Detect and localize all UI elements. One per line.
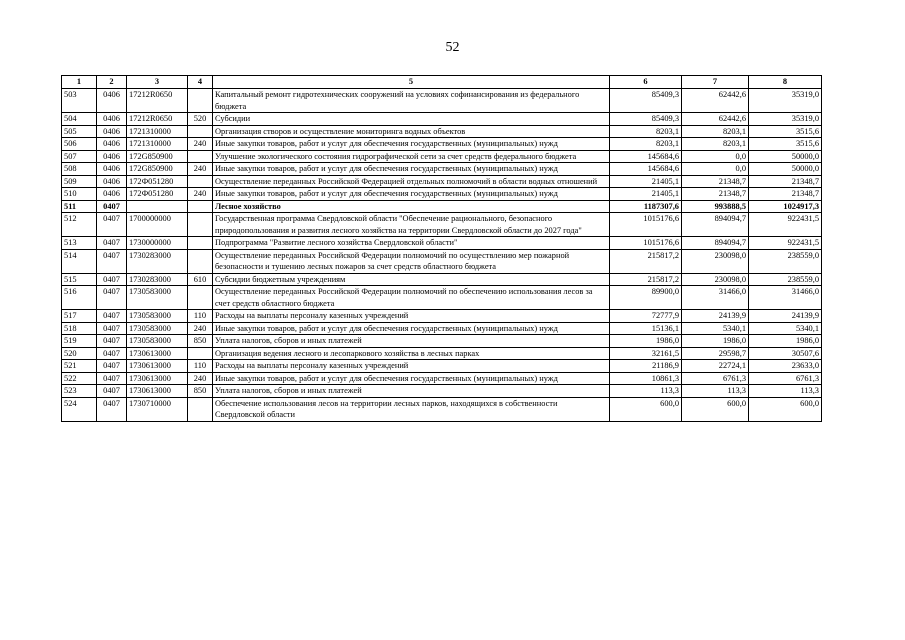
row-number: 523 xyxy=(62,385,97,398)
item-name: Расходы на выплаты персоналу казенных учреждений xyxy=(213,360,610,373)
item-name: Субсидии бюджетным учреждениям xyxy=(213,273,610,286)
amount-year-1: 85409,3 xyxy=(610,113,682,126)
target-article-code: 17212R0650 xyxy=(127,89,188,113)
expense-type-code: 240 xyxy=(188,138,213,151)
item-name: Капитальный ремонт гидротехнических сооружений на условиях софинансирования из федерального бюджета xyxy=(213,89,610,113)
table-row xyxy=(62,385,822,398)
row-number: 514 xyxy=(62,249,97,273)
row-number: 504 xyxy=(62,113,97,126)
col-header-2: 2 xyxy=(97,76,127,89)
amount-year-1: 8203,1 xyxy=(610,125,682,138)
expense-type-code xyxy=(188,213,213,237)
amount-year-2: 31466,0 xyxy=(682,286,749,310)
section-code: 0407 xyxy=(97,372,127,385)
expense-type-code xyxy=(188,175,213,188)
section-code: 0407 xyxy=(97,397,127,421)
amount-year-2: 600,0 xyxy=(682,397,749,421)
section-code: 0407 xyxy=(97,347,127,360)
amount-year-3: 922431,5 xyxy=(749,237,822,250)
row-number: 519 xyxy=(62,335,97,348)
section-code: 0407 xyxy=(97,286,127,310)
amount-year-3: 238559,0 xyxy=(749,273,822,286)
section-code: 0406 xyxy=(97,89,127,113)
row-number: 524 xyxy=(62,397,97,421)
expense-type-code: 110 xyxy=(188,360,213,373)
expense-type-code xyxy=(188,150,213,163)
amount-year-2: 230098,0 xyxy=(682,249,749,273)
target-article-code: 172Ф051280 xyxy=(127,188,188,201)
target-article-code: 1721310000 xyxy=(127,125,188,138)
col-header-5: 5 xyxy=(213,76,610,89)
expense-type-code: 240 xyxy=(188,322,213,335)
amount-year-1: 8203,1 xyxy=(610,138,682,151)
row-number: 505 xyxy=(62,125,97,138)
table-row xyxy=(62,322,822,335)
table-row xyxy=(62,237,822,250)
row-number: 515 xyxy=(62,273,97,286)
expense-type-code: 610 xyxy=(188,273,213,286)
target-article-code: 1730583000 xyxy=(127,286,188,310)
amount-year-3: 3515,6 xyxy=(749,138,822,151)
target-article-code: 1700000000 xyxy=(127,213,188,237)
amount-year-2: 0,0 xyxy=(682,150,749,163)
item-name: Иные закупки товаров, работ и услуг для обеспечения государственных (муниципальных) нужд xyxy=(213,188,610,201)
amount-year-1: 15136,1 xyxy=(610,322,682,335)
table-row xyxy=(62,347,822,360)
amount-year-1: 85409,3 xyxy=(610,89,682,113)
amount-year-3: 6761,3 xyxy=(749,372,822,385)
amount-year-1: 10861,3 xyxy=(610,372,682,385)
amount-year-3: 1024917,3 xyxy=(749,200,822,213)
target-article-code: 1730000000 xyxy=(127,237,188,250)
expense-type-code: 520 xyxy=(188,113,213,126)
table-row xyxy=(62,273,822,286)
budget-table xyxy=(61,75,822,422)
amount-year-1: 145684,6 xyxy=(610,150,682,163)
row-number: 522 xyxy=(62,372,97,385)
amount-year-2: 6761,3 xyxy=(682,372,749,385)
amount-year-3: 1986,0 xyxy=(749,335,822,348)
amount-year-1: 215817,2 xyxy=(610,249,682,273)
row-number: 503 xyxy=(62,89,97,113)
item-name: Уплата налогов, сборов и иных платежей xyxy=(213,385,610,398)
amount-year-3: 31466,0 xyxy=(749,286,822,310)
amount-year-3: 21348,7 xyxy=(749,175,822,188)
amount-year-2: 894094,7 xyxy=(682,237,749,250)
section-code: 0406 xyxy=(97,125,127,138)
amount-year-3: 50000,0 xyxy=(749,150,822,163)
amount-year-1: 113,3 xyxy=(610,385,682,398)
table-row xyxy=(62,113,822,126)
amount-year-2: 894094,7 xyxy=(682,213,749,237)
table-row xyxy=(62,286,822,310)
col-header-3: 3 xyxy=(127,76,188,89)
expense-type-code xyxy=(188,397,213,421)
expense-type-code xyxy=(188,89,213,113)
expense-type-code xyxy=(188,237,213,250)
section-code: 0407 xyxy=(97,273,127,286)
expense-type-code: 240 xyxy=(188,188,213,201)
section-code: 0406 xyxy=(97,163,127,176)
amount-year-2: 21348,7 xyxy=(682,188,749,201)
section-code: 0406 xyxy=(97,113,127,126)
col-header-7: 7 xyxy=(682,76,749,89)
amount-year-3: 3515,6 xyxy=(749,125,822,138)
expense-type-code xyxy=(188,200,213,213)
amount-year-1: 145684,6 xyxy=(610,163,682,176)
section-code: 0407 xyxy=(97,200,127,213)
section-code: 0406 xyxy=(97,138,127,151)
item-name: Улучшение экологического состояния гидрографической сети за счет средств федерального бюджета xyxy=(213,150,610,163)
section-code: 0406 xyxy=(97,188,127,201)
table-row xyxy=(62,310,822,323)
col-header-1: 1 xyxy=(62,76,97,89)
target-article-code: 1730583000 xyxy=(127,335,188,348)
table-row xyxy=(62,397,822,421)
expense-type-code: 240 xyxy=(188,372,213,385)
item-name: Осуществление переданных Российской Федерацией отдельных полномочий в области водных отношений xyxy=(213,175,610,188)
target-article-code: 1730613000 xyxy=(127,360,188,373)
section-code: 0407 xyxy=(97,385,127,398)
table-row xyxy=(62,125,822,138)
amount-year-2: 113,3 xyxy=(682,385,749,398)
target-article-code: 17212R0650 xyxy=(127,113,188,126)
col-header-4: 4 xyxy=(188,76,213,89)
amount-year-1: 1187307,6 xyxy=(610,200,682,213)
table-row xyxy=(62,200,822,213)
section-code: 0406 xyxy=(97,175,127,188)
target-article-code: 172G850900 xyxy=(127,150,188,163)
expense-type-code xyxy=(188,249,213,273)
row-number: 509 xyxy=(62,175,97,188)
table-row xyxy=(62,188,822,201)
expense-type-code: 850 xyxy=(188,335,213,348)
target-article-code: 1730613000 xyxy=(127,347,188,360)
row-number: 518 xyxy=(62,322,97,335)
amount-year-1: 21186,9 xyxy=(610,360,682,373)
amount-year-3: 23633,0 xyxy=(749,360,822,373)
amount-year-1: 32161,5 xyxy=(610,347,682,360)
amount-year-2: 8203,1 xyxy=(682,138,749,151)
item-name: Подпрограмма "Развитие лесного хозяйства Свердловской области" xyxy=(213,237,610,250)
target-article-code: 1730283000 xyxy=(127,249,188,273)
section-code: 0407 xyxy=(97,249,127,273)
section-code: 0407 xyxy=(97,213,127,237)
row-number: 507 xyxy=(62,150,97,163)
amount-year-1: 72777,9 xyxy=(610,310,682,323)
expense-type-code xyxy=(188,286,213,310)
col-header-8: 8 xyxy=(749,76,822,89)
amount-year-2: 0,0 xyxy=(682,163,749,176)
amount-year-2: 62442,6 xyxy=(682,113,749,126)
amount-year-1: 600,0 xyxy=(610,397,682,421)
target-article-code: 1730613000 xyxy=(127,372,188,385)
table-row xyxy=(62,175,822,188)
amount-year-1: 1015176,6 xyxy=(610,213,682,237)
row-number: 521 xyxy=(62,360,97,373)
item-name: Обеспечение использования лесов на территории лесных парков, находящихся в собственности Свердловской области xyxy=(213,397,610,421)
row-number: 508 xyxy=(62,163,97,176)
item-name: Иные закупки товаров, работ и услуг для обеспечения государственных (муниципальных) нужд xyxy=(213,322,610,335)
target-article-code: 1721310000 xyxy=(127,138,188,151)
expense-type-code xyxy=(188,347,213,360)
item-name: Лесное хозяйство xyxy=(213,200,610,213)
table-row xyxy=(62,360,822,373)
table-row xyxy=(62,372,822,385)
row-number: 513 xyxy=(62,237,97,250)
amount-year-1: 215817,2 xyxy=(610,273,682,286)
row-number: 517 xyxy=(62,310,97,323)
amount-year-3: 30507,6 xyxy=(749,347,822,360)
table-row xyxy=(62,163,822,176)
amount-year-3: 922431,5 xyxy=(749,213,822,237)
amount-year-2: 29598,7 xyxy=(682,347,749,360)
table-row xyxy=(62,335,822,348)
amount-year-3: 238559,0 xyxy=(749,249,822,273)
section-code: 0407 xyxy=(97,310,127,323)
item-name: Иные закупки товаров, работ и услуг для обеспечения государственных (муниципальных) нужд xyxy=(213,138,610,151)
amount-year-1: 89900,0 xyxy=(610,286,682,310)
amount-year-1: 21405,1 xyxy=(610,175,682,188)
item-name: Осуществление переданных Российской Федерации полномочий по осуществлению мер пожарной безопасности и тушению лесных пожаров за счет средств областного бюджета xyxy=(213,249,610,273)
target-article-code: 1730283000 xyxy=(127,273,188,286)
row-number: 506 xyxy=(62,138,97,151)
amount-year-2: 993888,5 xyxy=(682,200,749,213)
table-row xyxy=(62,150,822,163)
amount-year-2: 230098,0 xyxy=(682,273,749,286)
amount-year-3: 35319,0 xyxy=(749,89,822,113)
item-name: Осуществление переданных Российской Федерации полномочий по обеспечению использования лесов за счет средств областного бюджета xyxy=(213,286,610,310)
amount-year-1: 1986,0 xyxy=(610,335,682,348)
section-code: 0407 xyxy=(97,335,127,348)
section-code: 0407 xyxy=(97,237,127,250)
row-number: 511 xyxy=(62,200,97,213)
target-article-code: 1730583000 xyxy=(127,322,188,335)
amount-year-3: 5340,1 xyxy=(749,322,822,335)
item-name: Расходы на выплаты персоналу казенных учреждений xyxy=(213,310,610,323)
amount-year-2: 24139,9 xyxy=(682,310,749,323)
item-name: Организация ведения лесного и лесопаркового хозяйства в лесных парках xyxy=(213,347,610,360)
amount-year-3: 600,0 xyxy=(749,397,822,421)
amount-year-3: 35319,0 xyxy=(749,113,822,126)
amount-year-2: 22724,1 xyxy=(682,360,749,373)
expense-type-code: 240 xyxy=(188,163,213,176)
table-header-row xyxy=(62,76,822,89)
target-article-code: 172Ф051280 xyxy=(127,175,188,188)
expense-type-code xyxy=(188,125,213,138)
amount-year-3: 21348,7 xyxy=(749,188,822,201)
section-code: 0407 xyxy=(97,360,127,373)
amount-year-3: 24139,9 xyxy=(749,310,822,323)
expense-type-code: 850 xyxy=(188,385,213,398)
target-article-code xyxy=(127,200,188,213)
target-article-code: 1730613000 xyxy=(127,385,188,398)
amount-year-2: 1986,0 xyxy=(682,335,749,348)
row-number: 520 xyxy=(62,347,97,360)
amount-year-3: 113,3 xyxy=(749,385,822,398)
item-name: Организация створов и осуществление мониторинга водных объектов xyxy=(213,125,610,138)
item-name: Субсидии xyxy=(213,113,610,126)
table-row xyxy=(62,249,822,273)
row-number: 512 xyxy=(62,213,97,237)
target-article-code: 1730710000 xyxy=(127,397,188,421)
amount-year-2: 21348,7 xyxy=(682,175,749,188)
amount-year-1: 21405,1 xyxy=(610,188,682,201)
table-row xyxy=(62,138,822,151)
amount-year-2: 62442,6 xyxy=(682,89,749,113)
item-name: Государственная программа Свердловской области "Обеспечение рационального, безопасного природопользования и развития лесного хозяйства на территории Свердловской области до 2027 года" xyxy=(213,213,610,237)
expense-type-code: 110 xyxy=(188,310,213,323)
item-name: Иные закупки товаров, работ и услуг для обеспечения государственных (муниципальных) нужд xyxy=(213,163,610,176)
table-row xyxy=(62,89,822,113)
target-article-code: 1730583000 xyxy=(127,310,188,323)
page-number: 52 xyxy=(445,40,460,55)
table-row xyxy=(62,213,822,237)
section-code: 0406 xyxy=(97,150,127,163)
amount-year-1: 1015176,6 xyxy=(610,237,682,250)
col-header-6: 6 xyxy=(610,76,682,89)
amount-year-2: 8203,1 xyxy=(682,125,749,138)
amount-year-2: 5340,1 xyxy=(682,322,749,335)
amount-year-3: 50000,0 xyxy=(749,163,822,176)
item-name: Уплата налогов, сборов и иных платежей xyxy=(213,335,610,348)
row-number: 516 xyxy=(62,286,97,310)
target-article-code: 172G850900 xyxy=(127,163,188,176)
item-name: Иные закупки товаров, работ и услуг для обеспечения государственных (муниципальных) нужд xyxy=(213,372,610,385)
section-code: 0407 xyxy=(97,322,127,335)
row-number: 510 xyxy=(62,188,97,201)
